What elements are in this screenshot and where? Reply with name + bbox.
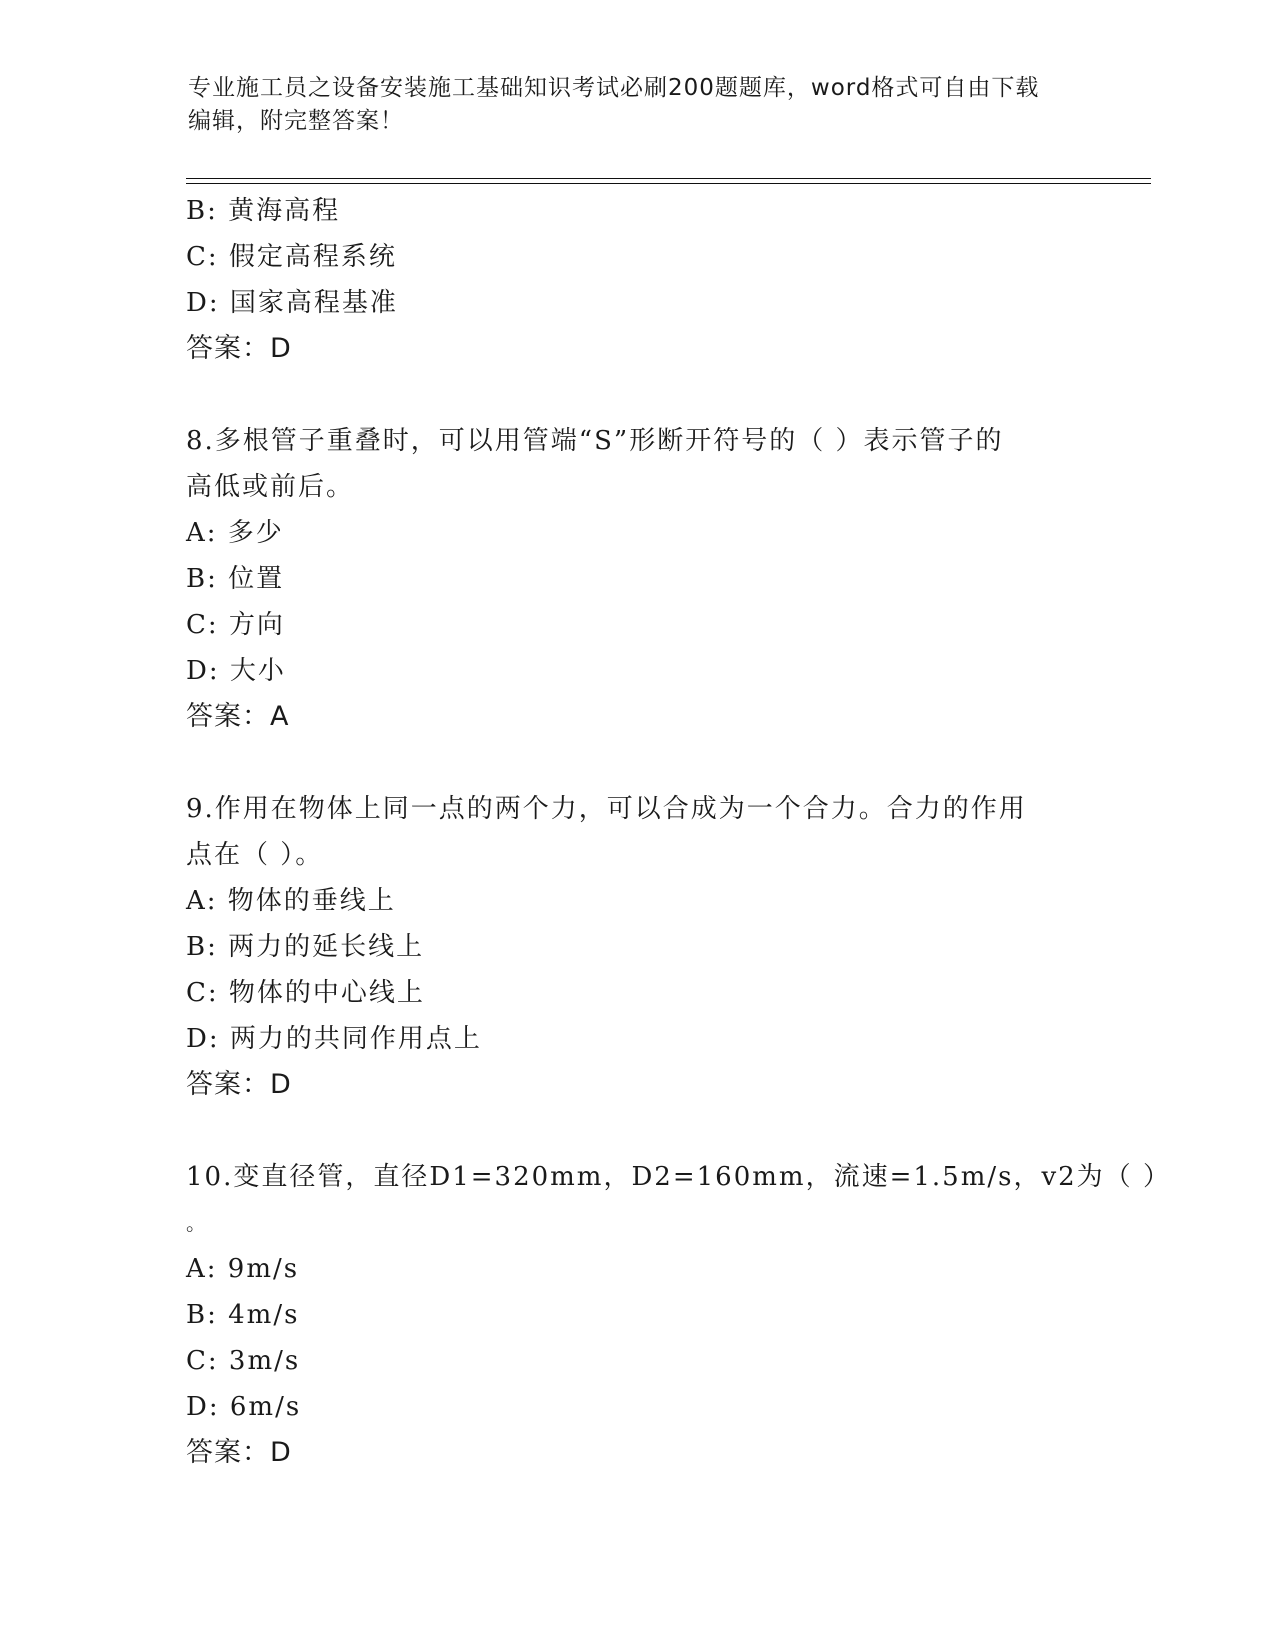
question-8: [186, 418, 1086, 740]
option-d: D: 6m/s: [186, 1392, 302, 1422]
question-7-tail: [186, 188, 1086, 372]
option-c: C: 3m/s: [186, 1346, 301, 1376]
option-a: A: 9m/s: [186, 1254, 300, 1284]
answer: 答案：D: [186, 333, 292, 364]
option-a: A: 多少: [186, 518, 284, 548]
question-10: [186, 1154, 1171, 1476]
question-text-line-1: 8.多根管子重叠时，可以用管端“S”形断开符号的（ ）表示管子的: [186, 426, 1004, 456]
question-text-line-2: 点在（ ）。: [186, 840, 324, 870]
header-rule-top: [186, 178, 1151, 179]
option-b: B: 4m/s: [186, 1300, 300, 1330]
question-content: [186, 188, 1171, 1476]
option-b: B: 两力的延长线上: [186, 932, 425, 962]
answer: 答案：D: [186, 1437, 292, 1468]
option-c: C: 方向: [186, 610, 285, 640]
answer: 答案：A: [186, 701, 290, 732]
header-line-2: 编辑，附完整答案！: [188, 108, 404, 134]
option-b: B: 黄海高程: [186, 196, 341, 226]
option-b: B: 位置: [186, 564, 285, 594]
question-text-line-1: 9.作用在物体上同一点的两个力，可以合成为一个合力。合力的作用: [186, 794, 1027, 824]
question-text-line-1: 10.变直径管，直径D1=320mm，D2=160mm，流速=1.5m/s，v2为（ ）: [186, 1162, 1171, 1192]
answer: 答案：D: [186, 1069, 292, 1100]
option-d: D: 国家高程基准: [186, 288, 398, 318]
header-rule-bottom: [186, 183, 1151, 184]
header-line-1: 专业施工员之设备安装施工基础知识考试必刷200题题库，word格式可自由下载: [188, 75, 1040, 101]
option-c: C: 假定高程系统: [186, 242, 397, 272]
option-a: A: 物体的垂线上: [186, 886, 396, 916]
question-9: [186, 786, 1086, 1108]
question-text-line-2: 高低或前后。: [186, 472, 355, 502]
option-d: D: 两力的共同作用点上: [186, 1024, 482, 1054]
option-d: D: 大小: [186, 656, 286, 686]
question-text-line-2: 。: [186, 1211, 208, 1235]
document-header: [188, 72, 1088, 138]
option-c: C: 物体的中心线上: [186, 978, 425, 1008]
